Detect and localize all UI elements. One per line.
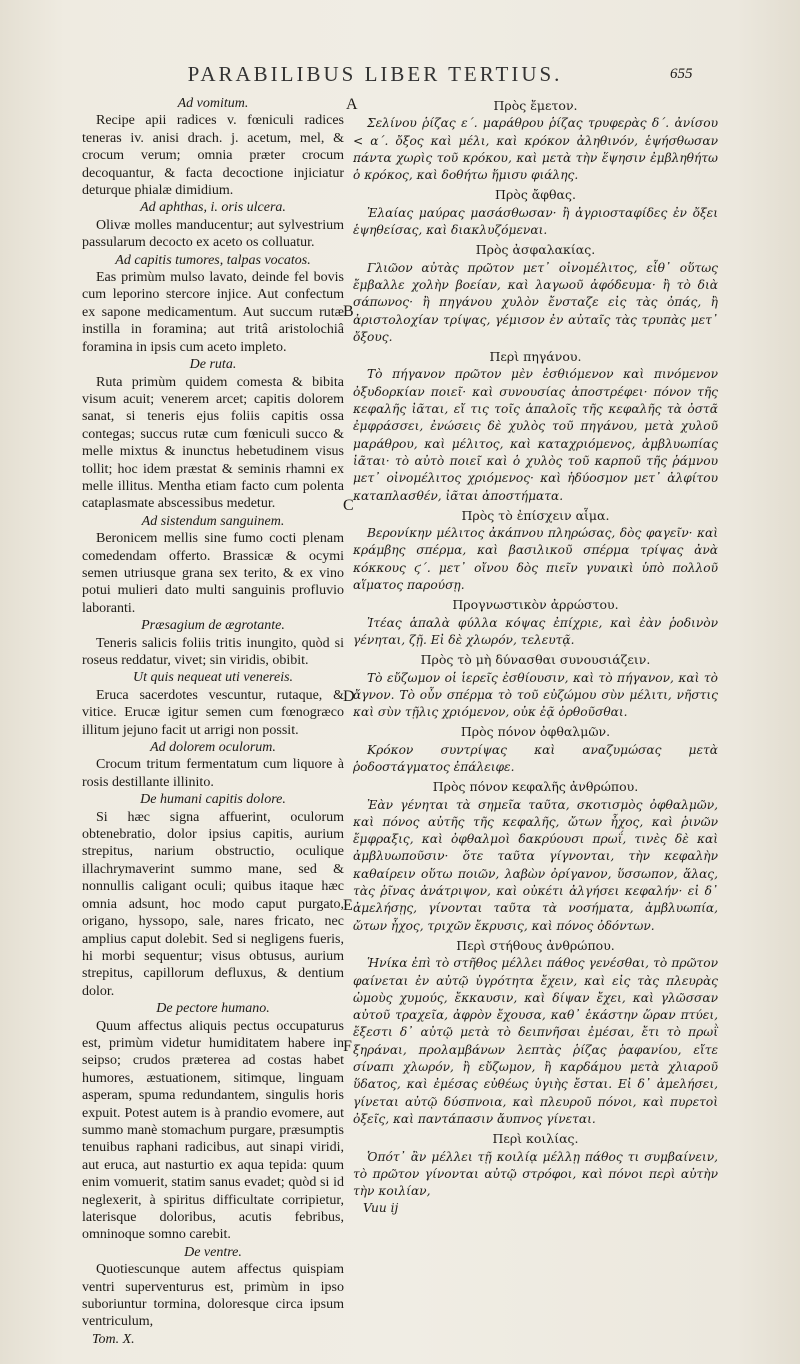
- greek-section-heading: Πρὸς πόνον κεφαλῆς ἀνθρώπου.: [432, 779, 639, 795]
- latin-section-heading: De humani capitis dolore.: [140, 792, 286, 808]
- latin-paragraph: Olivæ molles manducentur; aut sylvestrium passularum decocto ex aceto os colluatur.: [82, 217, 344, 251]
- latin-section-heading: De ruta.: [189, 357, 237, 373]
- latin-section-heading: Ad vomitum.: [177, 96, 249, 111]
- greek-paragraph: Κρόκον συντρίψας καὶ αναζυμώσας μετὰ ῥοδοστάγματος ἐπάλειφε.: [353, 742, 718, 774]
- greek-column: [353, 95, 718, 1218]
- latin-section-heading: Ad capitis tumores, talpas vocatos.: [115, 252, 311, 268]
- margin-letter-b: B: [343, 303, 354, 320]
- greek-section-heading: Περὶ πηγάνου.: [489, 349, 582, 365]
- margin-letter-c: C: [343, 497, 354, 514]
- greek-paragraph: Βερονίκην μέλιτος ἀκάπνου πληρώσας, δὸς φαγεῖν· καὶ κράμβης σπέρμα, καὶ βασιλικοῦ σπέρμα τρίψας ἀνὰ κόκκους ϛ΄. μετ᾽ οἴνου δὸς πιεῖν γυναικὶ ὑπὸ πολλοῦ αἵματος παρούσῃ.: [353, 526, 718, 593]
- latin-section-heading: Ut quis nequeat uti venereis.: [132, 670, 294, 686]
- latin-paragraph: Si hæc signa affuerint, oculorum obtenebratio, dolor ipsius capitis, aurium strepitus, narium obstructio, oculique illachrymaverint summo mane, sed & nonnullis caligant oculi; quibus itaque hæc omnia adsunt, hoc modo caput purgato, origano, hyssopo, sale, nares fricato, nec amplius caput dolebit. Sed si negligens fueris, hi morbi sequentur; visus obtusus, aurium strepitus, capillorum defluxus, & dentium dolor.: [82, 809, 344, 999]
- latin-paragraph: Crocum tritum fermentatum cum liquore à rosis destillante illinito.: [82, 757, 344, 790]
- latin-paragraph: Quum affectus aliquis pectus occupaturus est, primùm videtur humiditatem habere in seipso; crudos præterea ad costas habet humores, æstuationem, sitimque, linguam asperam, spuma redundantem, singulis horis expuit. Potest autem is à prandio evomere, aut summo manè stomachum purgare, præsumptis tenuibus raphani radicibus, aut sinapi viridi, aut eruca, aut nasturtio ex aqua tepida: quum enim vomuerit, statim sanus evadet; quòd si id neglexerit, à spiritus difficultate corripietur, laterisque doloribus, acutis febribus, omninoque somno carebit.: [82, 1018, 344, 1243]
- latin-section-heading: De pectore humano.: [156, 1001, 270, 1017]
- greek-signature-mark: Vuu ij: [363, 1201, 399, 1216]
- greek-paragraph: Ἡνίκα ἐπὶ τὸ στῆθος μέλλει πάθος γενέσθαι, τὸ πρῶτον φαίνεται ἐν αὐτῷ ὑγρότητα ἔχειν, καὶ εἰς τὰς πλευρὰς ὠμοὺς χυμούς, ἔκκαυσιν, καὶ δίψαν ἔχει, καὶ γλῶσσαν αὐτοῦ τραχεῖα, ἀφρὸν ἔχουσα, καθ᾽ ἑκάστην ὥραν πτύει, ἔξεστι δ᾽ αὐτῷ μετὰ τὸ δειπνῆσαι ἐμέσαι, ἔτι τὸ πρωῒ ξηράναι, προλαμβάνων λεπτὰς ῥίζας ῥαφανίου, εἴτε σίναπι χλωρόν, ἢ εὔζωμον, ἢ καρδάμου μετὰ χλιαροῦ ὕδατος, καὶ ἐμέσας εὐθέως ὑγιὴς ἔσται. Εἰ δ᾽ ἀμελήσει, γίνεται αὐτῷ δύσπνοια, καὶ πλευροῦ πόνοι, καὶ πυρετοὶ ὀξεῖς, καὶ παντάπασιν ἄυπνος γίνεται.: [353, 956, 718, 1126]
- greek-paragraph: Ὁπότ᾽ ἂν μέλλει τῇ κοιλίᾳ μέλλῃ πάθος τι συμβαίνειν, τὸ πρῶτον γίνονται αὐτῷ στρόφοι, καὶ πόνοι περὶ αὐτὴν τὴν κοιλίαν,: [353, 1149, 718, 1199]
- greek-paragraph: Ἐλαίας μαύρας μασάσθωσαν· ἢ ἀγριοσταφίδες ἐν ὄξει ἑψηθείσας, καὶ διακλυζόμεναι.: [353, 205, 718, 238]
- greek-section-heading: Πρὸς πόνον ὀφθαλμῶν.: [460, 724, 611, 740]
- latin-section-heading: De ventre.: [184, 1244, 242, 1260]
- latin-signature-mark: Tom. X.: [92, 1331, 135, 1347]
- greek-paragraph: Τὸ εὔζωμον οἱ ἱερεῖς ἐσθίουσιν, καὶ τὸ πήγανον, καὶ τὸ ἄγνον. Τὸ οὖν σπέρμα τὸ τοῦ εὐζώμου σὺν μέλιτι, νῆστις καὶ σὺν τῇλις χριόμενον, οὐκ ἐᾷ ὀρθοῦσθαι.: [353, 670, 718, 720]
- running-head: PARABILIBUS LIBER TERTIUS.: [187, 62, 563, 86]
- greek-paragraph: Σελίνου ῥίζας ε΄. μαράθρου ῥίζας τρυφερὰς δ΄. ἀνίσου < α΄. ὄξος καὶ μέλι, καὶ κρόκον ἀληθινόν, ἑψήσθωσαν πάντα χωρὶς τοῦ κρόκου, καὶ μετὰ τὴν ἕψησιν ἐμβληθήτω ὁ κρόκος, καὶ δοθήτω ἥμισυ φιάλης.: [353, 116, 718, 183]
- greek-section-heading: Πρὸς ἄφθας.: [495, 187, 576, 203]
- greek-section-heading: Περὶ στήθους ἀνθρώπου.: [456, 937, 615, 953]
- latin-section-heading: Ad sistendum sanguinem.: [141, 513, 285, 529]
- latin-paragraph: Eruca sacerdotes vescuntur, rutaque, & vitice. Erucæ igitur semen cum fœnogræco illitum jejuno facit ut arrigi non possit.: [82, 687, 344, 738]
- greek-section-heading: Πρὸς ἀσφαλακίας.: [475, 242, 596, 258]
- latin-section-heading: Ad dolorem oculorum.: [150, 740, 276, 756]
- latin-section-heading: Præsagium de ægrotante.: [141, 618, 285, 634]
- latin-paragraph: Recipe apii radices v. fœniculi radices teneras iv. anisi drach. j. acetum, mel, & crocum verum; omnia præter crocum decoquantur, & facta decoctione injiciatur deturque phialæ dimidium.: [82, 113, 344, 199]
- margin-letter-f: F: [343, 1038, 352, 1055]
- latin-paragraph: Teneris salicis foliis tritis inungito, quòd si roseus reddatur, vivet; sin viridis, obibit.: [82, 635, 344, 668]
- greek-section-heading: Περὶ κοιλίας.: [492, 1131, 579, 1147]
- latin-section-heading: Ad aphthas, i. oris ulcera.: [140, 200, 286, 216]
- latin-column: [82, 95, 344, 1348]
- greek-section-heading: Πρὸς ἔμετον.: [493, 98, 578, 113]
- latin-paragraph: Ruta primùm quidem comesta & bibita visum acuit; venerem arcet; capitis dolorem sanat, si teneris ejus foliis capitis ossa contegas; succus rutæ cum fœniculi succo & melle mixtus & inunctus hebetudinem visus tollit; hoc idem præstat & seminis rhamni ex melle illitus. Mentha etiam facto cum polenta cataplasmate abscessibus medetur.: [82, 374, 344, 512]
- margin-letter-d: D: [343, 688, 355, 705]
- latin-paragraph: Quotiescunque autem affectus quispiam ventri superventurus est, primùm in ipso suboriuntur tormina, doloresque circa ipsum ventriculum,: [82, 1262, 344, 1330]
- greek-section-heading: Προγνωστικὸν ἀρρώστου.: [452, 597, 619, 613]
- latin-paragraph: Eas primùm mulso lavato, deinde fel bovis cum leporino stercore injice. Aut confectum ex sapone medicamentum. Aut succum rutæ instilla in foramina; aut tritâ aristolochiâ foramina in ipsis cum aceto impleto.: [82, 270, 344, 355]
- greek-paragraph: Ἐὰν γένηται τὰ σημεῖα ταῦτα, σκοτισμὸς ὀφθαλμῶν, καὶ πόνος αὐτῆς τῆς κεφαλῆς, ὤτων ἦχος, καὶ ῥινῶν ἔμφραξις, καὶ ὀφθαλμοὶ δακρύουσι πρωΐ, τινὲς δὲ καὶ ἀμβλυωποῦσιν· ὅτε ταῦτα γίγνονται, τὴν κεφαλὴν καθαίρειν οὕτω ποιῶν, λαβὼν ὀρίγανον, ὕσσωπον, ἅλας, τὰς ῥῖνας ἀνάτριψον, καὶ οὐκέτι ἀλγήσει κεφαλήν· εἰ δ᾽ ἀμελήσῃς, γίνονται ταῦτα τὰ νοσήματα, ἀμβλυωπία, ὤτων ἦχος, τριχῶν ἔκρυσις, καὶ πόνος ὀδόντων.: [353, 797, 718, 933]
- margin-letter-a: A: [346, 96, 358, 113]
- page-number: 655: [670, 66, 693, 82]
- greek-paragraph: Τὸ πήγανον πρῶτον μὲν ἐσθιόμενον καὶ πινόμενον ὀξυδορκίαν ποιεῖ· καὶ συνουσίας ἀποστρέφει· πόνον τῆς κεφαλῆς ἰᾶται, εἴ τις τοῖς ἁπαλοῖς τῆς κεφαλῆς τὰ ὀστᾶ ἐμφράσσει, ἐνώσεις δὲ χυλὸς τοῦ πηγάνου, μετὰ χυλοῦ μαράθρου, καὶ μέλιτος, καὶ καταχριόμενος, ἀμβλυωπίας ἰᾶται· τὸ αὐτὸ ποιεῖ καὶ ὁ χυλὸς τοῦ καρποῦ τῆς ῥάμνου μετ᾽ οἰνομέλιτος χριόμενος· καὶ ἡδύοσμον μετ᾽ ἀλφίτου καταπλασθέν, ἰᾶται ἀποστήματα.: [353, 367, 718, 503]
- margin-letter-e: E: [343, 897, 353, 914]
- greek-paragraph: Γλιῶον αὐτὰς πρῶτον μετ᾽ οἰνομέλιτος, εἶθ᾽ οὕτως ἔμβαλλε χολὴν βοείαν, καὶ λαγωοῦ ἀφόδευμα· ἢ τὸ διὰ σάπωνος· ἢ πηγάνου χυλὸν ἔνσταζε εἰς τὰς ὀπάς, ἢ ἀριστολοχίαν τρίψας, γέμισον ἐν αὐταῖς τὰς τρυπὰς μετ᾽ ὄξους.: [353, 260, 718, 344]
- latin-paragraph: Beronicem mellis sine fumo cocti plenam comedendam offerto. Brassicæ & ocymi semen utriusque grana sex terito, & ex vino potui mulieri dato multi sanguinis profluvio laboranti.: [82, 531, 344, 616]
- greek-paragraph: Ἰτέας ἁπαλὰ φύλλα κόψας ἐπίχριε, καὶ ἐὰν ῥοδινὸν γένηται, ζῇ. Εἰ δὲ χλωρόν, τελευτᾷ.: [353, 615, 718, 647]
- greek-section-heading: Πρὸς τὸ μὴ δύνασθαι συνουσιάζειν.: [420, 652, 651, 668]
- greek-section-heading: Πρὸς τὸ ἐπίσχειν αἷμα.: [461, 507, 610, 523]
